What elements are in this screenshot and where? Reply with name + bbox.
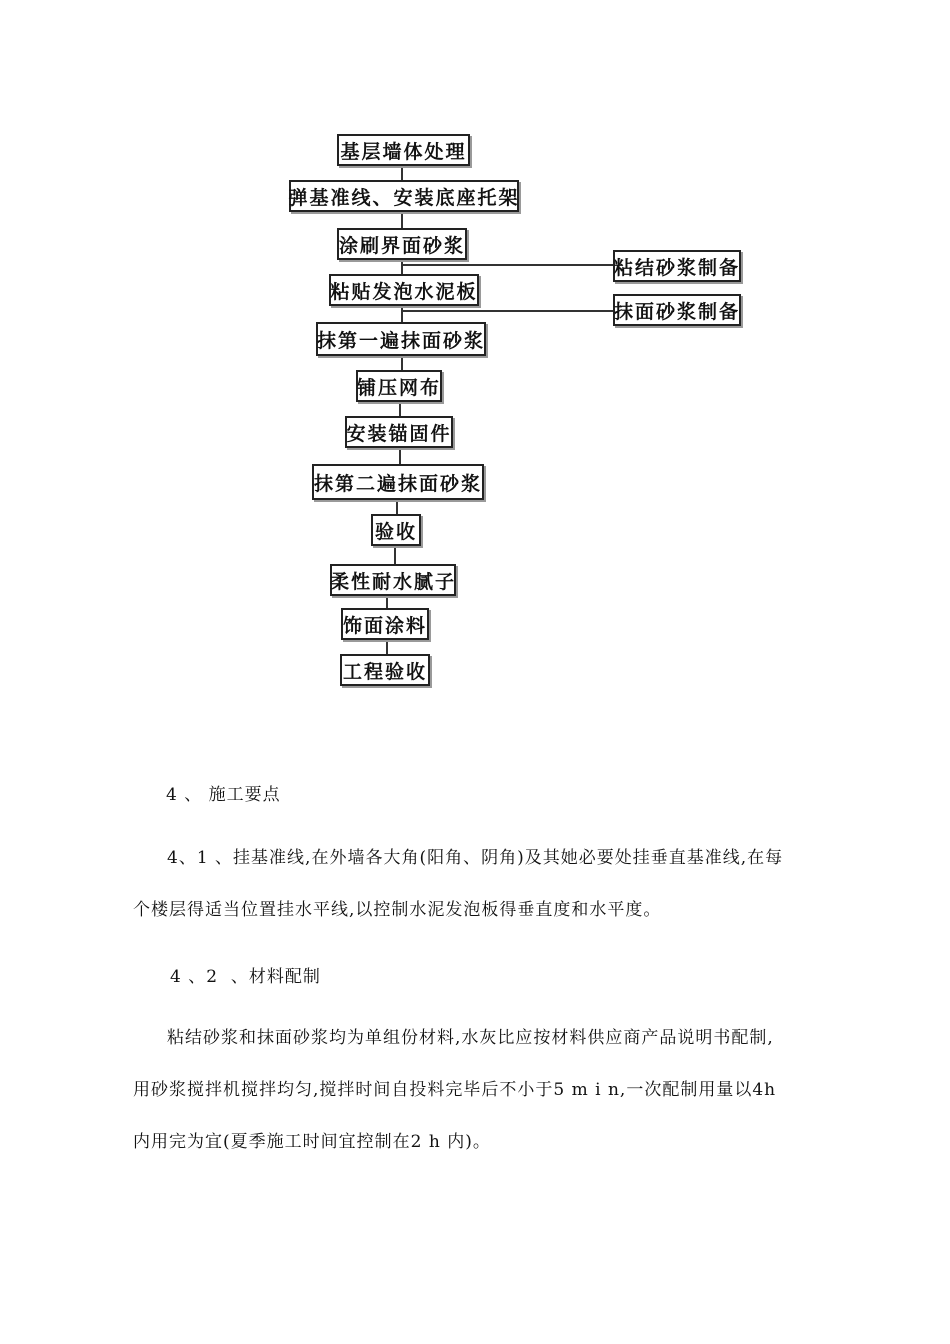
paragraph-line: 个楼层得适当位置挂水平线,以控制水泥发泡板得垂直度和水平度。 [133, 900, 662, 920]
flow-step-anchors: 安装锚固件 [345, 416, 453, 448]
paragraph-4-1 [133, 832, 823, 936]
connector-line [394, 544, 396, 566]
side-step-bonding-mortar: 粘结砂浆制备 [613, 250, 741, 282]
flow-step-coating: 饰面涂料 [341, 608, 429, 640]
branch-line [401, 310, 615, 312]
section-heading: 4 、 施工要点 [166, 785, 281, 805]
flow-step-final-acceptance: 工程验收 [340, 654, 430, 686]
connector-line [399, 446, 401, 466]
connector-line [401, 304, 403, 324]
paragraph-line: 4、1 、挂基准线,在外墙各大角(阳角、阴角)及其她必要处挂垂直基准线,在每 [167, 848, 784, 868]
subsection-heading: 4 、2 、材料配制 [170, 967, 321, 987]
flow-step-putty: 柔性耐水腻子 [330, 564, 456, 596]
flow-step-inspection: 验收 [371, 514, 421, 546]
branch-line [401, 264, 615, 266]
paragraph-4-2 [133, 1012, 823, 1168]
connector-line [401, 210, 403, 230]
flow-step-baseline-bracket: 弹基准线、安装底座托架 [289, 180, 519, 212]
paragraph-line: 用砂浆搅拌机搅拌均匀,搅拌时间自投料完毕后不小于5 m i n,一次配制用量以4h [133, 1080, 777, 1100]
flow-step-first-coat: 抹第一遍抹面砂浆 [316, 322, 486, 356]
paragraph-line: 内用完为宜(夏季施工时间宜控制在2 h 内)。 [133, 1132, 491, 1152]
flow-step-second-coat: 抹第二遍抹面砂浆 [312, 464, 484, 500]
flow-step-base-wall: 基层墙体处理 [337, 134, 470, 166]
flow-step-mesh: 铺压网布 [356, 370, 442, 402]
flow-step-paste-board: 粘贴发泡水泥板 [329, 274, 479, 306]
side-step-plaster-mortar: 抹面砂浆制备 [613, 294, 741, 326]
flow-step-interface-mortar: 涂刷界面砂浆 [337, 228, 467, 260]
paragraph-line: 粘结砂浆和抹面砂浆均为单组份材料,水灰比应按材料供应商产品说明书配制, [167, 1028, 774, 1048]
